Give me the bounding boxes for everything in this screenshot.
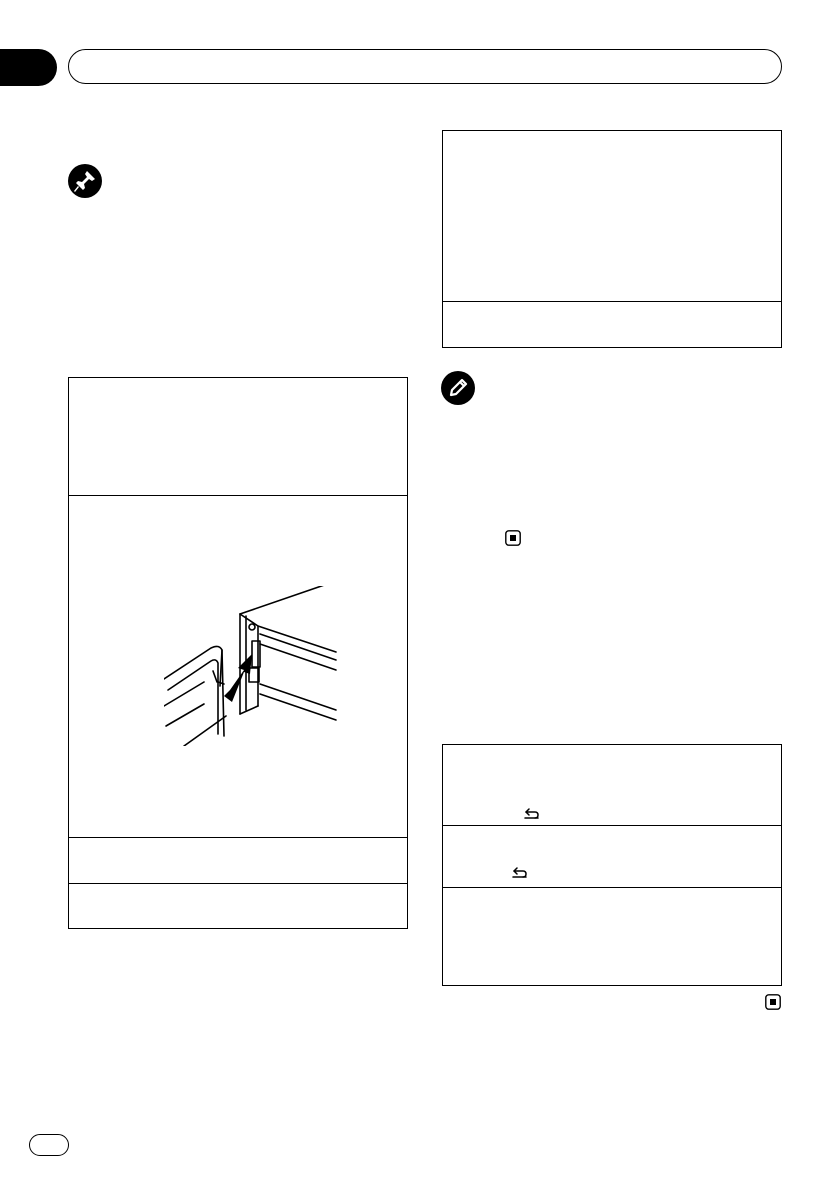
- table-row: [69, 883, 407, 928]
- return-arrow-icon: [523, 808, 541, 820]
- table-row: [69, 837, 407, 883]
- table-row: [69, 495, 407, 837]
- stop-square-icon: [765, 994, 781, 1010]
- table-row: [443, 887, 781, 985]
- left-procedure-table: [68, 377, 408, 929]
- chapter-tab: [0, 49, 57, 86]
- right-bottom-table: [442, 744, 782, 986]
- page-number-pill: [29, 1134, 69, 1156]
- table-row: [443, 825, 781, 887]
- table-row: [443, 301, 781, 347]
- pushpin-icon: [68, 164, 102, 198]
- stop-square-icon: [505, 530, 521, 546]
- return-arrow-icon: [511, 867, 529, 879]
- front-panel-attach-illustration: [164, 586, 339, 746]
- pencil-note-icon: [441, 371, 475, 405]
- section-header-bar: [68, 49, 782, 84]
- right-top-table: [442, 130, 782, 348]
